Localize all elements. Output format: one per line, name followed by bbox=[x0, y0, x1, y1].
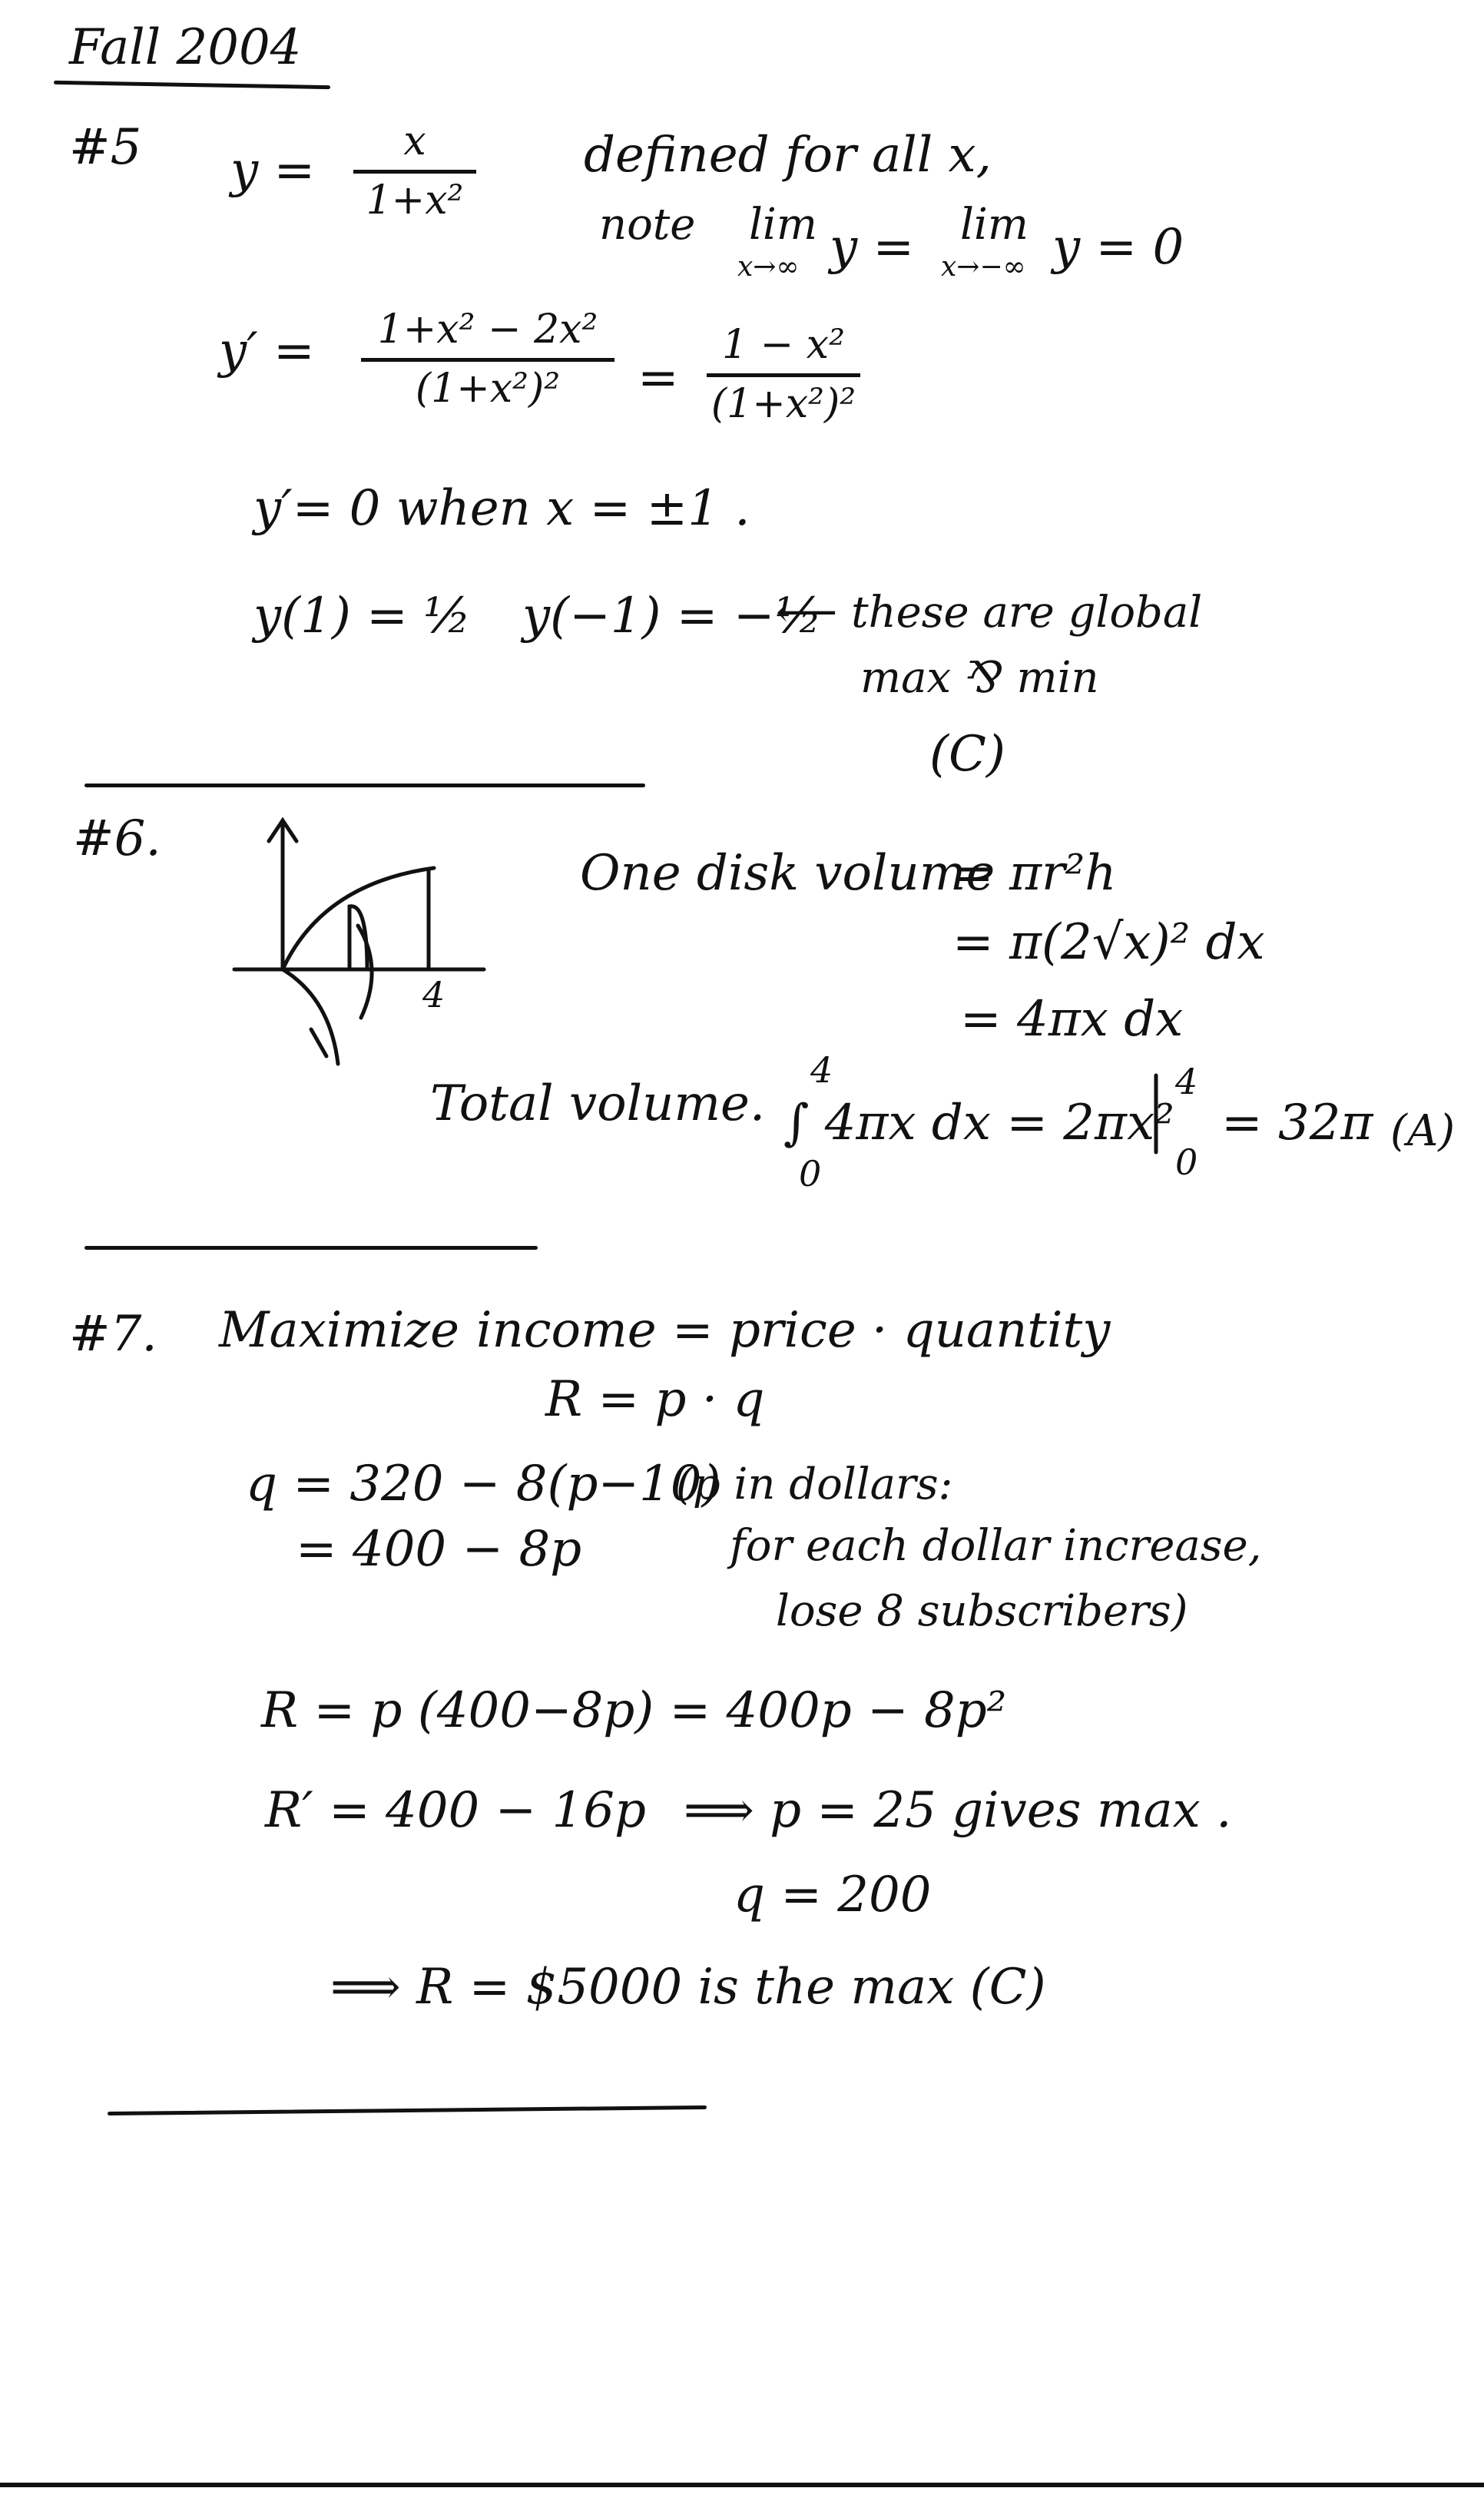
p5-critical-points: y′= 0 when x = ±1 . bbox=[253, 480, 750, 537]
p7-quantity-note3: lose 8 subscribers) bbox=[776, 1586, 1188, 1636]
p7-income-definition: income = price · quantity bbox=[476, 1302, 1111, 1359]
p5-lim-mid: y = bbox=[830, 219, 915, 276]
p5-y-at-minus-1: y(−1) = −½ bbox=[522, 588, 823, 644]
p5-fraction-denominator: 1+x² bbox=[366, 177, 464, 224]
p6-eval-upper: 4 bbox=[1175, 1061, 1198, 1102]
p6-disk-label: One disk volume bbox=[580, 845, 995, 902]
p5-equals: = bbox=[638, 350, 679, 406]
problem-6-label: #6. bbox=[73, 810, 161, 867]
p6-integral-upper: 4 bbox=[810, 1049, 833, 1091]
p5-global-note: ⟵ these are global bbox=[776, 588, 1203, 638]
p7-revenue-derivative: R′ = 400 − 16p bbox=[265, 1782, 646, 1839]
p6-eval-lower: 0 bbox=[1175, 1141, 1198, 1183]
p7-derivative-conclusion: ⟹ p = 25 gives max . bbox=[684, 1782, 1232, 1839]
p7-revenue-expanded: R = p (400−8p) = 400p − 8p² bbox=[261, 1682, 1007, 1739]
p5-answer: (C) bbox=[929, 726, 1005, 783]
p5-global-note-line2: max ⅋ min bbox=[860, 653, 1099, 703]
page-title: Fall 2004 bbox=[69, 19, 302, 76]
p5-note-label: note bbox=[599, 200, 696, 250]
p5-derivative-numerator-2: 1 − x² bbox=[722, 322, 845, 368]
p6-integral-lower: 0 bbox=[799, 1153, 822, 1194]
p6-tick-label: 4 bbox=[422, 974, 446, 1015]
p7-quantity-value: q = 200 bbox=[734, 1867, 932, 1923]
p7-final-answer: ⟹ R = $5000 is the max (C) bbox=[330, 1959, 1046, 2016]
p6-volume-line1: = πr²h bbox=[952, 845, 1117, 902]
p5-defined-note: defined for all x, bbox=[584, 127, 992, 184]
p5-y-lhs: y = bbox=[230, 142, 316, 199]
p5-lim2-sub: x→−∞ bbox=[941, 251, 1026, 283]
p7-maximize: Maximize bbox=[219, 1302, 459, 1359]
p6-answer: (A) bbox=[1390, 1106, 1456, 1156]
p7-quantity-line1: q = 320 − 8(p−10) bbox=[246, 1456, 721, 1512]
p6-volume-line3: = 4πx dx bbox=[960, 991, 1184, 1048]
p5-fraction-numerator: x bbox=[403, 118, 426, 164]
p6-result: = 32π bbox=[1221, 1095, 1373, 1151]
p6-volume-line2: = π(2√x)² dx bbox=[952, 914, 1265, 971]
p5-lim-end: y = 0 bbox=[1052, 219, 1184, 276]
section-divider bbox=[84, 1246, 538, 1250]
problem-7-label: #7. bbox=[69, 1306, 157, 1363]
p7-revenue-equation: R = p · q bbox=[545, 1371, 765, 1428]
problem-5-label: #5 bbox=[69, 119, 142, 176]
p5-lim1-sub: x→∞ bbox=[737, 251, 800, 283]
p5-y-at-1: y(1) = ½ bbox=[253, 588, 472, 644]
p5-derivative-denominator-2: (1+x²)² bbox=[711, 380, 856, 427]
p7-quantity-note1: (p in dollars: bbox=[676, 1459, 953, 1509]
p7-quantity-note2: for each dollar increase, bbox=[730, 1521, 1262, 1571]
p5-lim1: lim bbox=[749, 200, 817, 250]
p7-quantity-line2: = 400 − 8p bbox=[296, 1521, 582, 1578]
p5-derivative-denominator-1: (1+x²)² bbox=[415, 365, 561, 412]
p6-total-label: Total volume. bbox=[430, 1075, 766, 1132]
p5-yprime-lhs: y′ = bbox=[219, 323, 315, 379]
p6-integral: ∫ 4πx dx = 2πx² bbox=[783, 1095, 1174, 1151]
page-bottom-edge bbox=[0, 2483, 1484, 2487]
p5-derivative-numerator-1: 1+x² − 2x² bbox=[377, 306, 598, 353]
p5-lim2: lim bbox=[960, 200, 1029, 250]
